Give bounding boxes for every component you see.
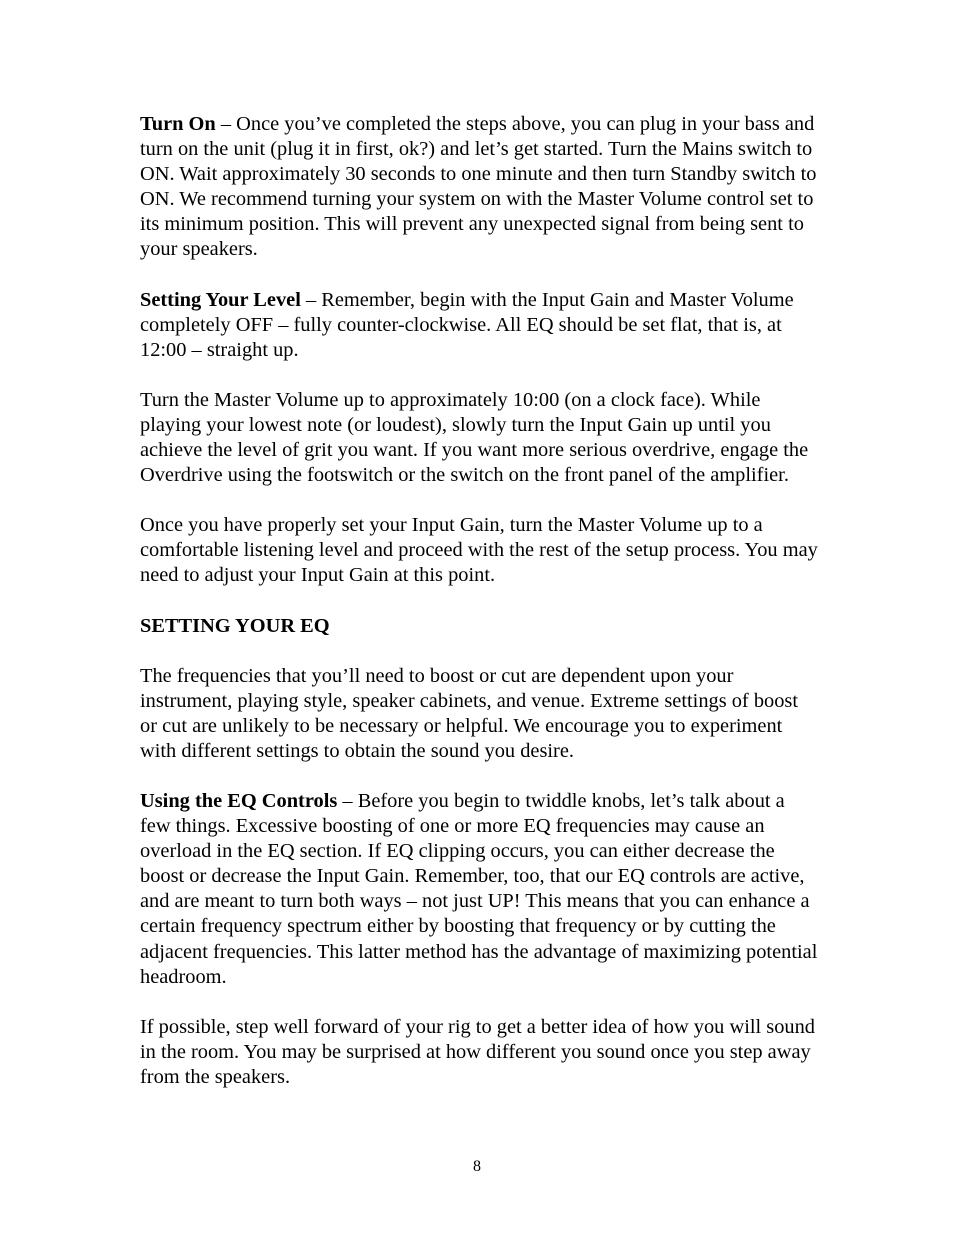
paragraph-lead: Setting Your Level [140, 288, 301, 311]
paragraph-body: If possible, step well forward of your rig to get a better idea of how you will sound in the room. You may be surprised at how different you sound once you step away from the speakers. [140, 1015, 816, 1088]
paragraph-setting-level [140, 288, 820, 363]
paragraph-body: – Once you’ve completed the steps above, you can plug in your bass and turn on the unit (plug it in first, ok?) and let’s get started. Turn the Mains switch to ON. Wait approximately 30 seconds to one minute and then turn Standby switch to ON. We recommend turning your system on with the Master Volume control set to its minimum position. This will prevent any unexpected signal from being sent to your speakers. [140, 113, 817, 261]
paragraph-body: – Before you begin to twiddle knobs, let’s talk about a few things. Excessive boosting of one or more EQ frequencies may cause an overload in the EQ section. If EQ clipping occurs, you can either decrease the boost or decrease the Input Gain. Remember, too, that our EQ controls are active, and are meant to turn both ways – not just UP! This means that you can enhance a certain frequency spectrum either by boosting that frequency or by cutting the adjacent frequencies. This latter method has the advantage of maximizing potential headroom. [140, 789, 818, 988]
paragraph-turn-on [140, 112, 820, 263]
paragraph-body: – Remember, begin with the Input Gain and Master Volume completely OFF – fully counter-clockwise. All EQ should be set flat, that is, at 12:00 – straight up. [140, 288, 794, 361]
paragraph-body: Turn the Master Volume up to approximately 10:00 (on a clock face). While playing your lowest note (or loudest), slowly turn the Input Gain up until you achieve the level of grit you want. If you want more serious overdrive, engage the Overdrive using the footswitch or the switch on the front panel of the amplifier. [140, 388, 809, 487]
paragraph-frequencies [140, 664, 820, 764]
paragraph-body: Once you have properly set your Input Gain, turn the Master Volume up to a comfortable listening level and proceed with the rest of the setup process. You may need to adjust your Input Gain at this point. [140, 514, 818, 587]
paragraph-master-volume [140, 388, 820, 488]
paragraph-body: The frequencies that you’ll need to boost or cut are dependent upon your instrument, playing style, speaker cabinets, and venue. Extreme settings of boost or cut are unlikely to be necessary or helpful. We encourage you to experiment with different settings to obtain the sound you desire. [140, 664, 799, 762]
paragraph-input-gain [140, 513, 820, 588]
paragraph-lead: Using the EQ Controls [140, 789, 338, 812]
section-heading: SETTING YOUR EQ [140, 614, 330, 637]
paragraph-lead: Turn On [140, 113, 216, 135]
page-number: 8 [473, 1158, 481, 1175]
paragraph-step-forward [140, 1015, 820, 1090]
document-page [140, 112, 820, 1115]
paragraph-eq-controls [140, 789, 820, 990]
